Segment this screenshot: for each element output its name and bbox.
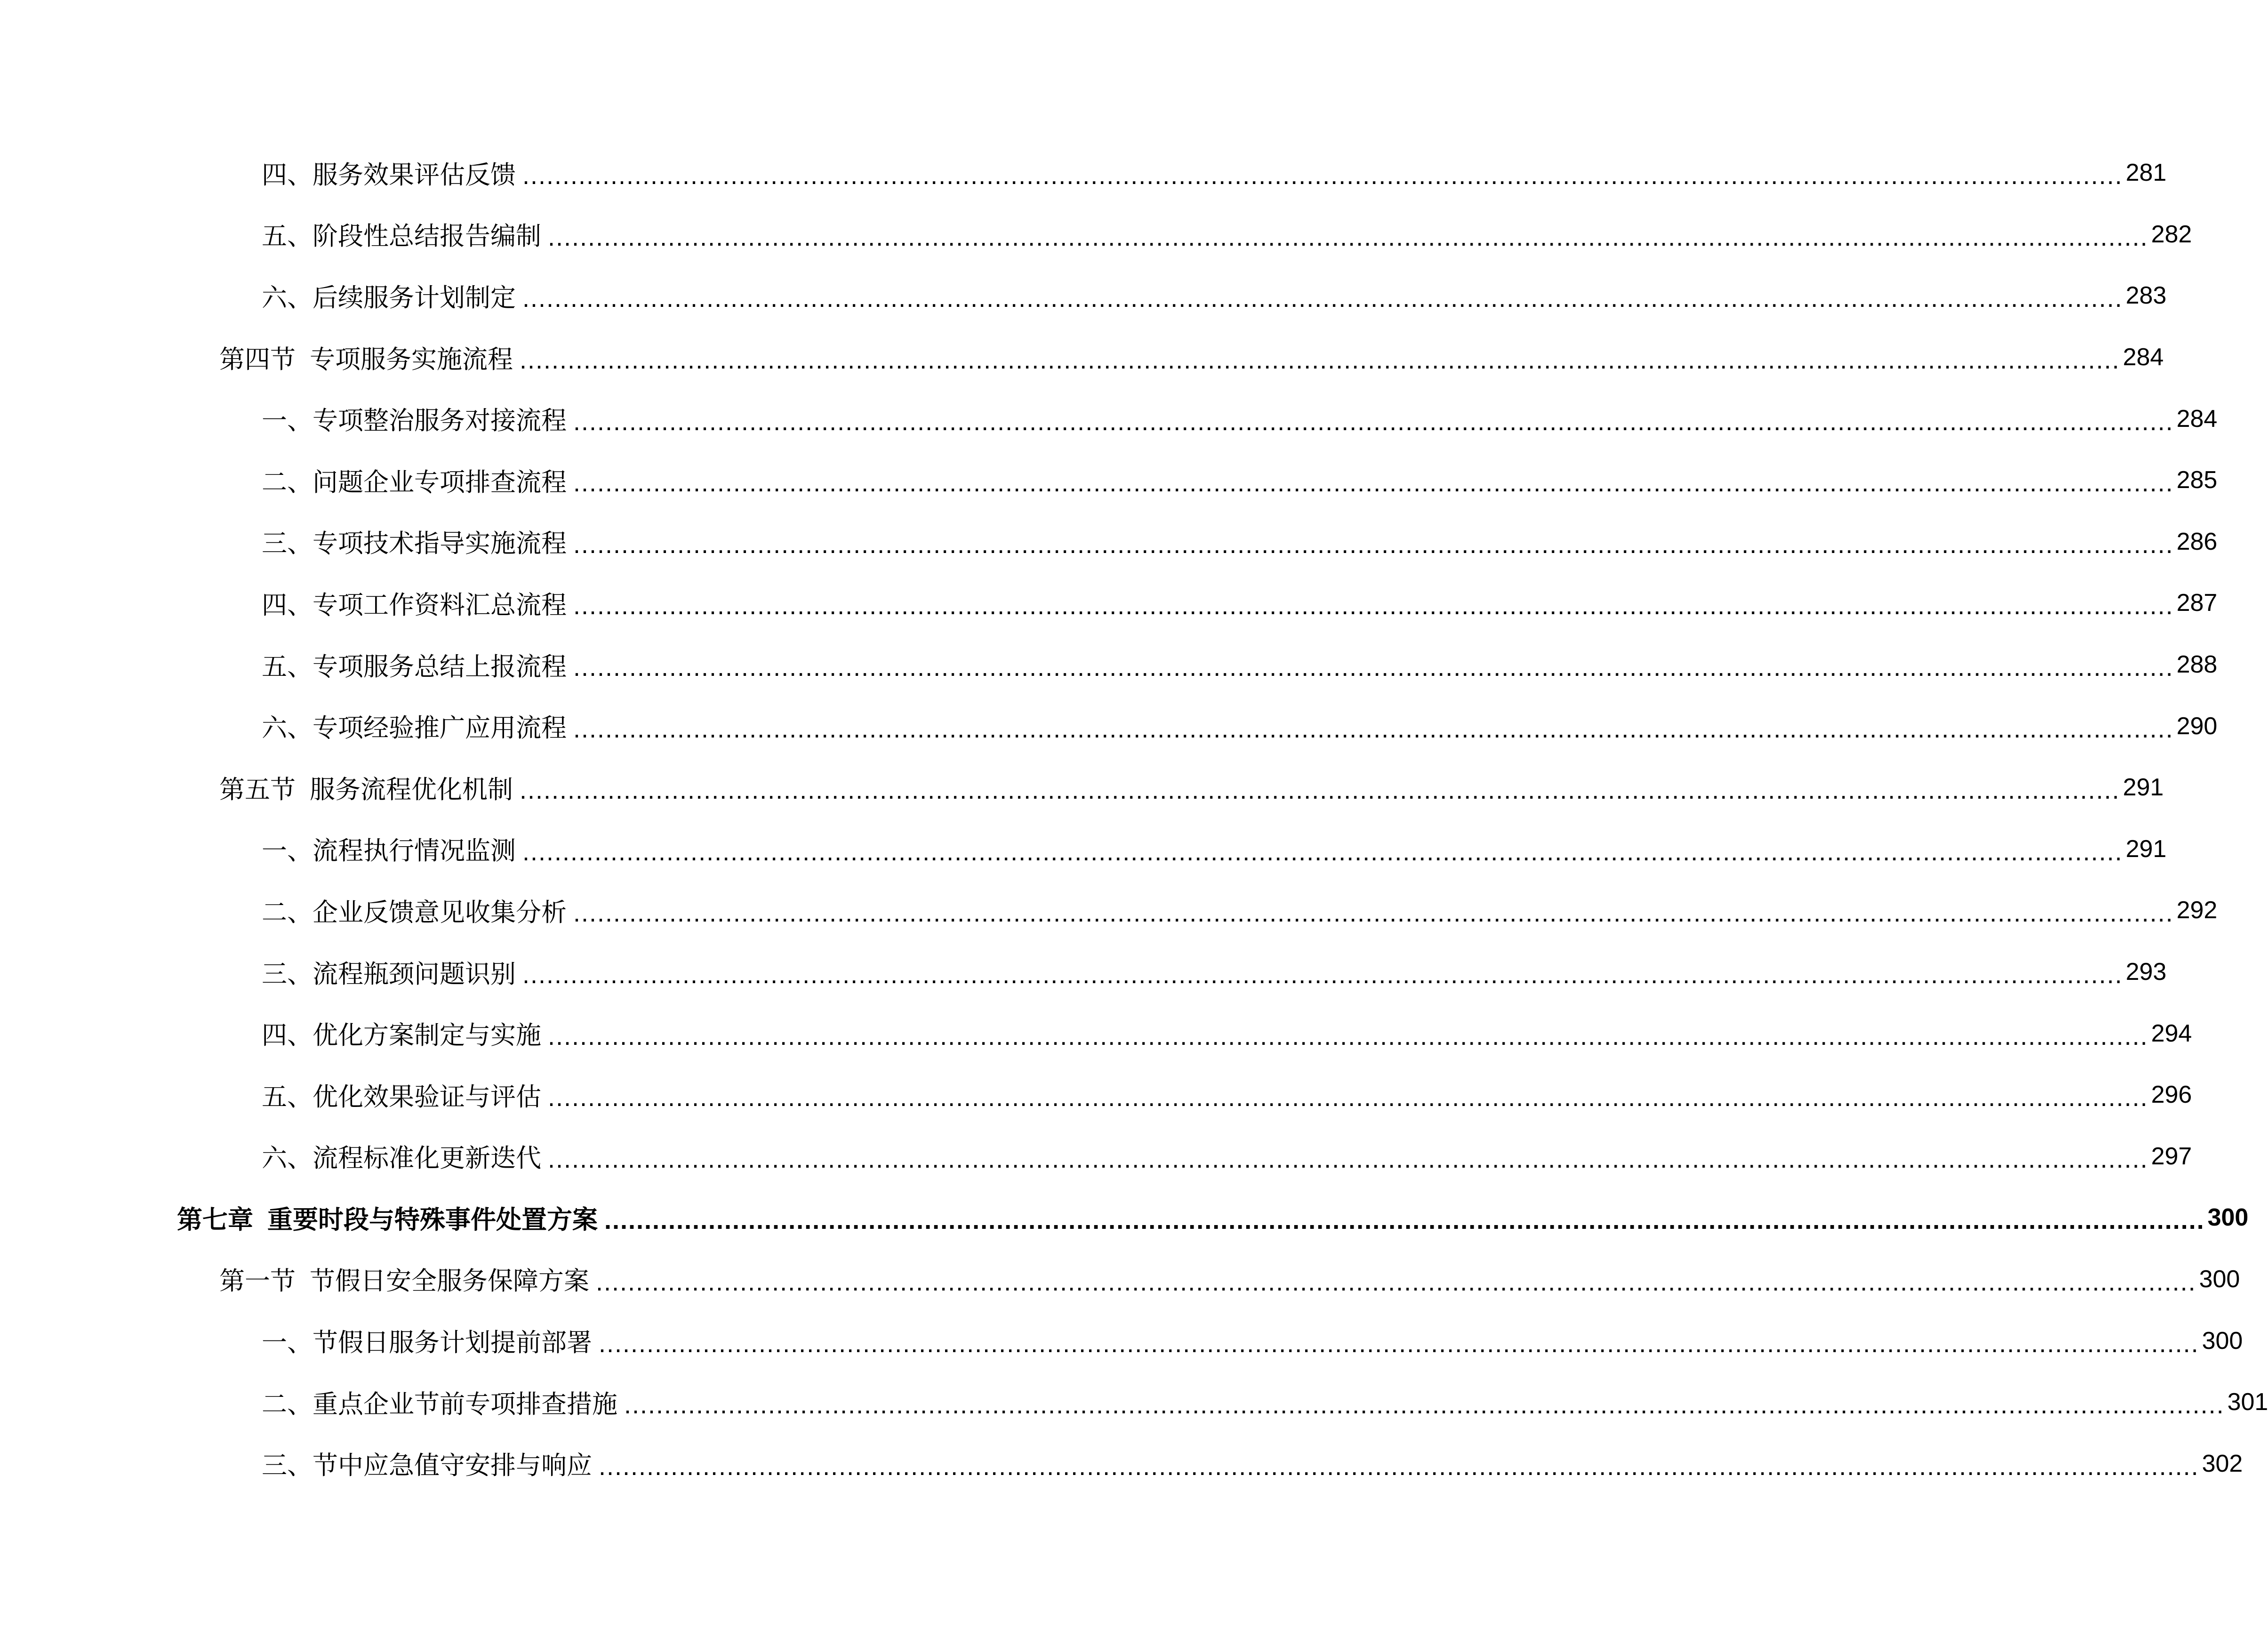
- toc-entry-text: 节假日安全服务保障方案: [310, 1266, 589, 1296]
- toc-page-number: 291: [2123, 774, 2164, 801]
- dot-leader: ........................................................................................................................................................................................................: [522, 837, 2123, 866]
- toc-entry-title: [262, 954, 516, 990]
- dot-leader: ........................................................................................................................................................................................................: [522, 284, 2123, 313]
- toc-entry-title: [219, 1261, 589, 1297]
- toc-entry-text: 流程标准化更新迭代: [313, 1143, 541, 1173]
- toc-entry-title: [262, 401, 567, 437]
- toc-entry-title: [177, 1200, 598, 1236]
- toc-subsection-entry[interactable]: [0, 511, 2218, 573]
- toc-entry-title: [262, 647, 567, 683]
- toc-subsection-entry[interactable]: [0, 388, 2218, 449]
- toc-entry-text: 专项工作资料汇总流程: [313, 590, 567, 620]
- toc-entry-title: [262, 216, 541, 252]
- dot-leader: ........................................................................................................................................................................................................: [573, 469, 2174, 497]
- toc-entry-title: [262, 1015, 541, 1051]
- toc-subsection-entry[interactable]: [0, 142, 2167, 204]
- toc-entry-number: 第一节: [219, 1266, 296, 1296]
- dot-leader: ........................................................................................................................................................................................................: [520, 346, 2120, 375]
- toc-subsection-entry[interactable]: [0, 1002, 2192, 1064]
- table-of-contents: [0, 142, 2268, 1494]
- toc-section-entry[interactable]: [0, 757, 2164, 818]
- dot-leader: ........................................................................................................................................................................................................: [522, 161, 2123, 190]
- toc-entry-text: 流程执行情况监测: [313, 836, 516, 866]
- toc-entry-title: [262, 1077, 541, 1113]
- toc-page-number: 283: [2125, 282, 2167, 310]
- toc-entry-text: 阶段性总结报告编制: [313, 221, 541, 251]
- toc-entry-title: [262, 462, 567, 498]
- toc-page-number: 301: [2227, 1388, 2268, 1416]
- toc-entry-text: 流程瓶颈问题识别: [313, 959, 516, 989]
- toc-subsection-entry[interactable]: [0, 204, 2192, 265]
- toc-entry-number: 五、: [262, 651, 313, 681]
- toc-entry-text: 问题企业专项排查流程: [313, 467, 567, 497]
- toc-subsection-entry[interactable]: [0, 695, 2218, 757]
- toc-entry-text: 专项服务实施流程: [310, 344, 513, 374]
- toc-page-number: 300: [2207, 1204, 2249, 1232]
- toc-page-number: 286: [2176, 528, 2218, 555]
- toc-entry-number: 二、: [262, 1389, 313, 1419]
- dot-leader: ........................................................................................................................................................................................................: [604, 1206, 2205, 1235]
- toc-entry-number: 六、: [262, 1143, 313, 1173]
- toc-entry-title: [262, 585, 567, 621]
- toc-subsection-entry[interactable]: [0, 1126, 2192, 1187]
- toc-page-number: 292: [2176, 897, 2218, 924]
- toc-entry-title: [262, 1445, 592, 1482]
- toc-subsection-entry[interactable]: [0, 1310, 2243, 1371]
- dot-leader: ........................................................................................................................................................................................................: [573, 592, 2174, 620]
- toc-entry-text: 服务效果评估反馈: [313, 160, 516, 190]
- toc-subsection-entry[interactable]: [0, 265, 2167, 327]
- toc-subsection-entry[interactable]: [0, 1064, 2192, 1126]
- toc-entry-title: [262, 1322, 592, 1359]
- toc-subsection-entry[interactable]: [0, 449, 2218, 511]
- toc-entry-number: 四、: [262, 1020, 313, 1050]
- toc-subsection-entry[interactable]: [0, 1433, 2243, 1494]
- toc-entry-text: 节中应急值守安排与响应: [313, 1451, 592, 1481]
- dot-leader: ........................................................................................................................................................................................................: [548, 223, 2148, 251]
- toc-entry-number: 二、: [262, 897, 313, 927]
- toc-entry-title: [262, 278, 516, 314]
- dot-leader: ........................................................................................................................................................................................................: [596, 1267, 2196, 1296]
- toc-entry-number: 第七章: [177, 1204, 253, 1234]
- toc-entry-text: 后续服务计划制定: [313, 282, 516, 313]
- toc-entry-number: 四、: [262, 590, 313, 620]
- toc-entry-title: [262, 708, 567, 744]
- toc-entry-number: 三、: [262, 959, 313, 989]
- dot-leader: ........................................................................................................................................................................................................: [624, 1391, 2225, 1419]
- dot-leader: ........................................................................................................................................................................................................: [573, 899, 2174, 928]
- toc-page-number: 285: [2176, 466, 2218, 494]
- toc-entry-title: [262, 523, 567, 560]
- dot-leader: ........................................................................................................................................................................................................: [573, 653, 2174, 682]
- toc-entry-text: 专项服务总结上报流程: [313, 651, 567, 681]
- toc-page-number: 284: [2123, 344, 2164, 371]
- toc-subsection-entry[interactable]: [0, 572, 2218, 634]
- toc-entry-title: [219, 769, 513, 806]
- toc-entry-number: 一、: [262, 406, 313, 436]
- toc-entry-text: 节假日服务计划提前部署: [313, 1328, 592, 1358]
- toc-entry-number: 六、: [262, 713, 313, 743]
- toc-section-entry[interactable]: [0, 327, 2164, 388]
- toc-page-number: 282: [2151, 220, 2192, 248]
- toc-entry-text: 优化方案制定与实施: [313, 1020, 541, 1050]
- toc-subsection-entry[interactable]: [0, 1371, 2268, 1433]
- toc-entry-text: 重要时段与特殊事件处置方案: [267, 1204, 598, 1234]
- toc-entry-text: 专项技术指导实施流程: [313, 529, 567, 559]
- toc-entry-title: [262, 155, 516, 191]
- dot-leader: ........................................................................................................................................................................................................: [573, 714, 2174, 743]
- toc-entry-title: [262, 831, 516, 867]
- toc-entry-title: [262, 892, 567, 929]
- toc-entry-text: 服务流程优化机制: [310, 774, 513, 804]
- toc-page-number: 284: [2176, 405, 2218, 433]
- toc-entry-number: 一、: [262, 836, 313, 866]
- toc-entry-title: [219, 339, 513, 376]
- toc-page-number: 288: [2176, 651, 2218, 679]
- toc-section-entry[interactable]: [0, 1249, 2240, 1310]
- dot-leader: ........................................................................................................................................................................................................: [599, 1452, 2199, 1481]
- toc-page-number: 294: [2151, 1019, 2192, 1047]
- toc-entry-number: 一、: [262, 1328, 313, 1358]
- toc-subsection-entry[interactable]: [0, 634, 2218, 696]
- dot-leader: ........................................................................................................................................................................................................: [548, 1022, 2148, 1050]
- toc-entry-number: 第四节: [219, 344, 296, 374]
- toc-entry-text: 重点企业节前专项排查措施: [313, 1389, 617, 1419]
- toc-entry-number: 第五节: [219, 774, 296, 804]
- dot-leader: ........................................................................................................................................................................................................: [548, 1145, 2148, 1173]
- dot-leader: ........................................................................................................................................................................................................: [573, 407, 2174, 436]
- dot-leader: ........................................................................................................................................................................................................: [548, 1083, 2148, 1112]
- toc-entry-text: 优化效果验证与评估: [313, 1082, 541, 1112]
- toc-page-number: 287: [2176, 589, 2218, 617]
- toc-entry-title: [262, 1384, 617, 1420]
- toc-page-number: 300: [2199, 1265, 2240, 1293]
- toc-subsection-entry[interactable]: [0, 941, 2167, 1003]
- toc-chapter-entry[interactable]: [0, 1187, 2249, 1249]
- toc-page-number: 290: [2176, 712, 2218, 740]
- toc-page-number: 281: [2125, 159, 2167, 187]
- dot-leader: ........................................................................................................................................................................................................: [522, 961, 2123, 989]
- toc-entry-number: 三、: [262, 1451, 313, 1481]
- toc-entry-number: 五、: [262, 1082, 313, 1112]
- toc-entry-number: 三、: [262, 529, 313, 559]
- dot-leader: ........................................................................................................................................................................................................: [520, 776, 2120, 805]
- dot-leader: ........................................................................................................................................................................................................: [573, 530, 2174, 559]
- toc-page-number: 293: [2125, 958, 2167, 986]
- toc-entry-title: [262, 1138, 541, 1174]
- toc-entry-text: 企业反馈意见收集分析: [313, 897, 567, 927]
- toc-page-number: 300: [2202, 1327, 2243, 1354]
- toc-entry-text: 专项经验推广应用流程: [313, 713, 567, 743]
- toc-entry-number: 四、: [262, 160, 313, 190]
- toc-entry-number: 二、: [262, 467, 313, 497]
- toc-page-number: 302: [2202, 1450, 2243, 1477]
- toc-subsection-entry[interactable]: [0, 880, 2218, 941]
- toc-page-number: 297: [2151, 1142, 2192, 1170]
- toc-entry-text: 专项整治服务对接流程: [313, 406, 567, 436]
- toc-subsection-entry[interactable]: [0, 818, 2167, 880]
- toc-entry-number: 五、: [262, 221, 313, 251]
- dot-leader: ........................................................................................................................................................................................................: [599, 1329, 2199, 1358]
- toc-entry-number: 六、: [262, 282, 313, 313]
- toc-page-number: 296: [2151, 1081, 2192, 1109]
- toc-page-number: 291: [2125, 835, 2167, 863]
